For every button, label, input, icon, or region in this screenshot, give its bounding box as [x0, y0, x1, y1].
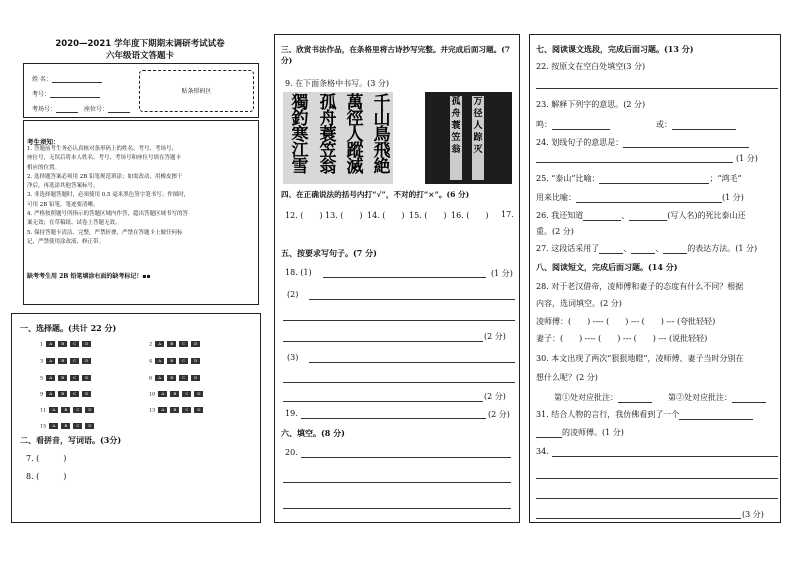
q25-line-2[interactable] [576, 193, 722, 203]
q15-answer[interactable]: 15. ( ) [409, 211, 447, 220]
q13-answer[interactable]: 13. ( ) [325, 211, 363, 220]
q23-huo-label: 或： [656, 120, 672, 129]
q27-line-2[interactable] [631, 244, 655, 254]
q31-text-2: 的凌师傅。(1 分) [562, 428, 624, 437]
notice-title: 考生须知： [27, 138, 60, 146]
q23-ming-label: 鸣： [536, 120, 552, 129]
option-a[interactable]: A [155, 358, 164, 364]
notice-line: 案无效；在草稿纸、试卷上答题无效。 [27, 220, 121, 227]
q24-score: (1 分) [736, 154, 758, 163]
q25-label-2 [536, 192, 744, 203]
room-line [56, 103, 78, 113]
option-b[interactable]: B [58, 375, 67, 381]
option-d[interactable]: D [85, 407, 94, 413]
choice-number: 5 [40, 375, 44, 382]
calligraphy-column: 獨釣寒江雪 [291, 93, 309, 177]
q30-note-2[interactable] [668, 392, 766, 403]
q18-2-line[interactable] [283, 341, 483, 342]
option-a[interactable]: A [46, 375, 55, 381]
choice-number: 10 [149, 391, 156, 398]
choice-row[interactable] [149, 391, 203, 398]
q31-label-2 [536, 427, 624, 438]
q23-ming-line[interactable] [552, 120, 610, 130]
option-c[interactable]: C [182, 407, 191, 413]
middle-answer-box [274, 34, 520, 523]
q27-line[interactable] [599, 244, 623, 254]
seat-label: 座位号： [83, 106, 108, 113]
writing-strip-image [425, 92, 512, 184]
q26-text: 26. 我还知道 [536, 211, 584, 220]
option-a[interactable]: A [155, 375, 164, 381]
section-7-title: 七、阅读课文选段，完成后面习题。(13 分) [536, 44, 694, 54]
option-b[interactable]: B [61, 423, 70, 429]
q18-2-score: (2 分) [484, 332, 506, 341]
notice-box [23, 120, 259, 305]
q30-note-2-label: 第②处对应批注： [668, 393, 732, 402]
q27-text: 27. 这段话采用了 [536, 244, 600, 253]
option-c[interactable]: C [179, 375, 188, 381]
option-c[interactable]: C [179, 358, 188, 364]
q23-huo[interactable] [656, 119, 736, 130]
q22-label: 22. 按原文在空白处填空(3 分) [536, 62, 646, 71]
q24-label [536, 137, 749, 148]
q34-label: 34. [536, 447, 549, 456]
q26-line-2[interactable] [629, 211, 667, 221]
notice-line: 4. 严格按照题号所指示的答题区域内作答，超出答题区域书写的答 [27, 211, 188, 218]
choice-row[interactable] [40, 391, 91, 398]
seat-line [108, 103, 130, 113]
q27-line-3[interactable] [663, 244, 687, 254]
q23-ming[interactable] [536, 119, 610, 130]
q28-label: 28. 对于老汉借帝，凌师傅和妻子的态度有什么不同？根据 [536, 282, 744, 291]
choice-number: 1 [40, 341, 44, 348]
choice-number: 6 [149, 375, 153, 382]
room-label: 考场号： [32, 106, 57, 113]
option-c[interactable]: C [70, 375, 79, 381]
q18-3-line[interactable] [309, 362, 515, 363]
q28-label-2: 内容，选词填空。(2 分) [536, 299, 622, 308]
name-label: 姓 名： [32, 76, 52, 83]
q24-line[interactable] [623, 138, 749, 148]
section-1-title: 一、选择题。(共计 22 分) [20, 323, 117, 333]
section-8-title: 八、阅读短文，完成后面习题。(14 分) [536, 262, 678, 272]
option-d[interactable]: D [194, 391, 203, 397]
option-b[interactable]: B [167, 375, 176, 381]
option-c[interactable]: C [70, 391, 79, 397]
name-line [52, 73, 102, 83]
name-field[interactable] [32, 73, 102, 83]
q25-score: (1 分) [722, 193, 744, 202]
option-a[interactable]: A [155, 341, 164, 347]
q20-line[interactable] [283, 482, 511, 483]
q14-answer[interactable]: 14. ( ) [367, 211, 405, 220]
choice-row[interactable] [40, 423, 94, 430]
writing-strip-column: 万径人踪灭 [472, 96, 484, 180]
q16-answer[interactable]: 16. ( ) [451, 211, 489, 220]
section-2-title: 二、看拼音，写词语。(3分) [20, 435, 122, 445]
q22-line[interactable] [536, 88, 778, 89]
room-field[interactable] [32, 103, 130, 113]
option-a[interactable]: A [158, 407, 167, 413]
q18-3-line[interactable] [283, 382, 515, 383]
q12-answer[interactable]: 12. ( ) [285, 211, 323, 220]
option-d[interactable]: D [82, 358, 91, 364]
choice-row[interactable] [149, 407, 203, 414]
option-b[interactable]: B [58, 358, 67, 364]
exam-no-field[interactable] [32, 88, 100, 98]
choice-number: 15 [40, 423, 47, 430]
option-d[interactable]: D [191, 341, 200, 347]
barcode-area [139, 70, 254, 112]
q23-label: 23. 解释下列字的意思。(2 分) [536, 100, 646, 109]
q9-label: 9. 在下面条格中书写。(3 分) [285, 79, 390, 88]
q24-text: 24. 划线句子的意思是： [536, 138, 624, 147]
option-b[interactable]: B [58, 341, 67, 347]
info-box [23, 63, 259, 118]
q18-3-label: (3) [287, 353, 299, 362]
option-d[interactable]: D [191, 375, 200, 381]
choice-number: 9 [40, 391, 44, 398]
q34-line[interactable] [536, 478, 778, 479]
option-a[interactable]: A [49, 407, 58, 413]
section-5-title: 五、按要求写句子。(7 分) [281, 248, 377, 258]
q20-label: 20. [285, 448, 298, 457]
q31-line[interactable] [679, 410, 753, 420]
notice-line: 1. 答题前考生务必认真核对条形码上的姓名、考号、考场号、 [27, 146, 177, 152]
choice-row[interactable] [149, 341, 200, 348]
q19-label: 19. [285, 409, 298, 418]
option-b[interactable]: B [167, 341, 176, 347]
q25-text-3: 用来比喻： [536, 193, 576, 202]
q18-1-label: 18. (1) [285, 268, 312, 277]
notice-line: 相应的位置。 [27, 164, 61, 171]
choice-number: 4 [149, 358, 153, 365]
calligraphy-column: 萬徑人蹤滅 [346, 93, 364, 177]
option-c[interactable]: C [179, 341, 188, 347]
option-c[interactable]: C [73, 423, 82, 429]
notice-line: 3. 非选择题答题时，必须使用 0.5 毫米黑色签字笔书写；作图时， [27, 192, 190, 199]
q34-line[interactable] [536, 518, 741, 519]
q7-answer[interactable]: 7. ( ) [26, 454, 67, 463]
option-a[interactable]: A [46, 358, 55, 364]
q18-3-score: (2 分) [484, 392, 506, 401]
q18-1-line[interactable] [323, 277, 486, 278]
q19-score: (2 分) [488, 410, 510, 419]
q30-note-2-line[interactable] [732, 393, 766, 403]
absent-mark-instruction[interactable]: 缺考考生用 2B 铅笔填涂右面的缺考标记！▪▪ [27, 273, 151, 280]
choice-number: 3 [40, 358, 44, 365]
option-c[interactable]: C [73, 407, 82, 413]
q27-text-2: 的表达方法。(1 分) [687, 244, 758, 253]
q30-note-1-label: 第①处对应批注： [554, 393, 618, 402]
option-c[interactable]: C [182, 391, 191, 397]
q25-text-2: ；“鸿毛” [709, 174, 742, 183]
option-d[interactable]: D [82, 341, 91, 347]
q28-wife-row[interactable]: 妻子：( ) ---- ( ) --- ( ) --- (说批轻轻) [536, 334, 708, 343]
calligraphy-column: 千山鳥飛絶 [373, 93, 391, 177]
q18-2-line[interactable] [283, 320, 515, 321]
q20-line[interactable] [301, 457, 511, 458]
q31-text: 31. 结合人物的言行，我仿佛看到了一个 [536, 410, 680, 419]
choice-row[interactable] [149, 358, 200, 365]
q26-text-2: (写人名)的死比泰山还 [667, 211, 746, 220]
option-a[interactable]: A [46, 391, 55, 397]
exam-title: 2020—2021 学年度下期期末调研考试试卷 [55, 39, 225, 49]
option-b[interactable]: B [61, 407, 70, 413]
q28-husband-row[interactable]: 凌师傅：( ) ---- ( ) --- ( ) --- (夸批轻轻) [536, 317, 716, 326]
notice-line: 净后，再选涂其他答案标号。 [27, 183, 99, 190]
q30-note-1-line[interactable] [618, 393, 652, 403]
q18-1-score: (1 分) [491, 269, 513, 278]
option-d[interactable]: D [191, 358, 200, 364]
option-a[interactable]: A [49, 423, 58, 429]
right-answer-box [529, 34, 781, 523]
option-c[interactable]: C [70, 358, 79, 364]
choice-row[interactable] [40, 407, 94, 414]
calligraphy-column: 孤舟蓑笠翁 [319, 93, 337, 177]
q23-huo-line[interactable] [672, 120, 736, 130]
q25-line[interactable] [599, 174, 709, 184]
section-3-title: 三、欣赏书法作品，在条格里将古诗抄写完整。并完成后面习题。(7分) [281, 45, 511, 65]
notice-text [27, 145, 257, 247]
choice-row[interactable] [40, 375, 91, 382]
q34-line[interactable] [536, 498, 778, 499]
notice-line: 可用 2B 铅笔，笔迹要清晰。 [27, 201, 99, 208]
option-c[interactable]: C [70, 341, 79, 347]
q20-line[interactable] [283, 508, 511, 509]
q31-line-2[interactable] [536, 428, 562, 438]
option-d[interactable]: D [194, 407, 203, 413]
option-a[interactable]: A [46, 341, 55, 347]
q30-note-1[interactable] [554, 392, 652, 403]
left-answer-box [11, 313, 261, 523]
section-4-title: 四、在正确说法的括号内打“√”，不对的打“×”。(6 分) [281, 190, 470, 199]
option-d[interactable]: D [82, 375, 91, 381]
answer-sheet-title: 六年级语文答题卡 [105, 51, 174, 61]
calligraphy-image [283, 92, 393, 184]
q30-label-2: 想什么呢？(2 分) [536, 373, 598, 382]
q31-label [536, 409, 753, 420]
option-b[interactable]: B [167, 358, 176, 364]
writing-strip-column: 孤舟蓑笠翁 [450, 96, 462, 180]
option-b[interactable]: B [170, 391, 179, 397]
section-6-title: 六、填空。(8 分) [281, 428, 345, 438]
option-b[interactable]: B [58, 391, 67, 397]
notice-line: 2. 选择题答案必须用 2B 铅笔规范填涂；如需改动，用橡皮擦干 [27, 173, 183, 180]
q30-label: 30. 本文出现了两次“狠狠地瞪”，凌师傅、妻子当时分别在 [536, 354, 744, 363]
choice-row[interactable] [149, 375, 200, 382]
notice-line: 座位号，无误后将本人姓名、考号、考场号和座位号填在答题卡 [27, 155, 182, 162]
exam-no-label: 考号： [32, 91, 51, 98]
q8-answer[interactable]: 8. ( ) [26, 472, 67, 481]
choice-number: 2 [149, 341, 153, 348]
q24-line-2[interactable] [536, 162, 733, 163]
q25-label [536, 173, 742, 184]
choice-row[interactable] [40, 358, 91, 365]
barcode-label: 贴条形码区 [181, 88, 212, 95]
choice-number: 11 [40, 407, 47, 414]
q18-2-label: (2) [287, 290, 299, 299]
q26-label [536, 210, 746, 221]
choice-row[interactable] [40, 341, 91, 348]
q25-text: 25. “泰山”比喻： [536, 174, 600, 183]
notice-line: 5. 保持答题卡清洁、完整，严禁折叠，严禁在答题卡上做任何标 [27, 229, 183, 236]
notice-line: 记，严禁使用涂改液、修正带。 [27, 238, 105, 245]
q34-line[interactable] [552, 456, 778, 457]
exam-no-line [50, 88, 100, 98]
q26-label-2: 重。(2 分) [536, 227, 574, 236]
q19-line[interactable] [301, 418, 486, 419]
q18-3-line[interactable] [283, 401, 483, 402]
option-d[interactable]: D [82, 391, 91, 397]
q17-answer[interactable]: 17. [501, 210, 514, 219]
option-d[interactable]: D [85, 423, 94, 429]
option-b[interactable]: B [170, 407, 179, 413]
q18-2-line[interactable] [309, 299, 515, 300]
q34-score: (3 分) [742, 510, 764, 519]
q27-label: 27. 这段话采用了 、 、 的表达方法。(1 分) [536, 244, 758, 253]
q26-line[interactable] [583, 211, 621, 221]
choice-number: 13 [149, 407, 156, 414]
option-a[interactable]: A [158, 391, 167, 397]
q26-sep: 、 [621, 211, 630, 220]
